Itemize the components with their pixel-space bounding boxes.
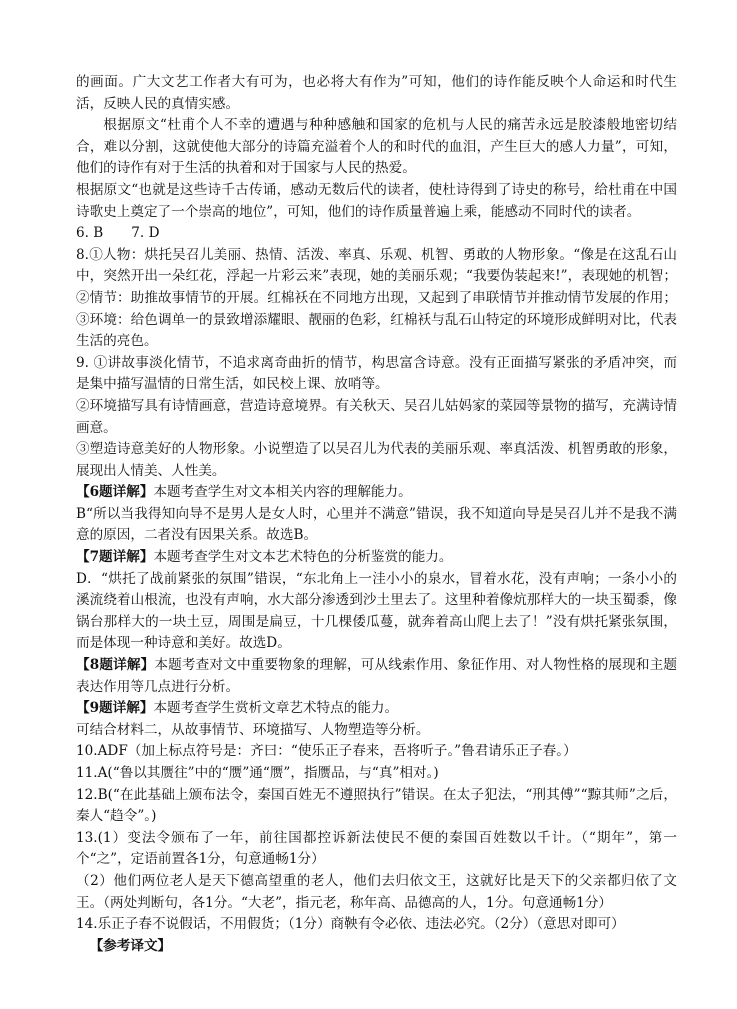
detail-6-label: 【6题详解】 [76,484,154,501]
answer-9-part-2: ②环境描写具有诗情画意，营造诗意境界。有关秋天、吴召儿姑妈家的菜园等景物的描写，充满诗情画意。 [76,397,677,436]
paragraph-3: 根据原文“也就是这些诗千古传诵，感动无数后代的读者，使杜诗得到了诗史的称号，给杜甫在中国诗歌史上奠定了一个崇高的地位”，可知，他们的诗作质量普遍上乘，能感动不同时代的读者。 [76,181,677,220]
answer-7: 7. D [131,225,160,242]
detail-9-text: 本题考查学生赏析文章艺术特点的能力。 [153,700,399,717]
answer-12: 12.B(“在此基础上颁布法令，秦国百姓无不遵照执行”错误。在太子犯法，“刑其傅”“黥其师”之后，秦人“趋令”。) [76,786,677,825]
detail-9-heading [76,698,677,720]
paragraph-1: 的画面。广大文艺工作者大有可为，也必将大有作为”可知，他们的诗作能反映个人命运和时代生活，反映人民的真情实感。 [76,74,677,112]
detail-8-heading [76,655,677,698]
detail-6-text: 本题考查学生对文本相关内容的理解能力。 [153,484,412,501]
detail-7-body: D．“烘托了战前紧张的氛围”错误，“东北角上一洼小小的泉水，冒着水花，没有声响；一条小小的溪流绕着山根流，也没有声响，水大部分渗透到沙土里去了。这里种着像炕那样大的一块玉蜀黍，像锅台那样大的一块土豆，周围是扁豆，十几棵倭瓜蔓，就奔着高山爬上去了！”没有烘托紧张氛围，而是体现一种诗意和美好。故选D。 [76,570,677,652]
answer-14: 14.乐正子春不说假话，不用假货；（1分）商鞅有令必依、违法必究。（2分）（意思对即可） [76,916,625,933]
detail-6-body: B“所以当我得知向导不是男人是女人时，心里并不满意”错误，我不知道向导是吴召儿并不是我不满意的原因，二者没有因果关系。故选B。 [76,505,677,544]
detail-6-heading [76,482,677,504]
detail-9-label: 【9题详解】 [76,700,154,717]
answer-8: 8.①人物：烘托吴召儿美丽、热情、活泼、率真、乐观、机智、勇敢的人物形象。“像是在这乱石山中，突然开出一朵红花，浮起一片彩云来”表现，她的美丽乐观；“我要伪装起来!”，表现她的机智；②情节：助推故事情节的开展。红棉袄在不同地方出现，又起到了串联情节并推动情节发展的作用；③环境：给色调单一的景致增添耀眼、靓丽的色彩，红棉袄与乱石山特定的环境形成鲜明对比，代表生活的亮色。 [76,246,677,350]
detail-7-text: 本题考查学生对文本艺术特色的分析鉴赏的能力。 [153,549,453,566]
detail-7-label: 【7题详解】 [76,549,154,566]
reference-translation-heading: 【参考译文】 [89,937,172,954]
answer-9-part-1: 9. ①讲故事淡化情节，不追求离奇曲折的情节，构思富含诗意。没有正面描写紧张的矛盾冲突，而是集中描写温情的日常生活，如民校上课、放哨等。 [76,354,677,393]
detail-9-body: 可结合材料二，从故事情节、环境描写、人物塑造等分析。 [76,721,430,738]
answer-9-part-3: ③塑造诗意美好的人物形象。小说塑造了以吴召儿为代表的美丽乐观、率真活泼、机智勇敢的形象，展现出人情美、人性美。 [76,441,677,479]
answer-6: 6. B [76,225,104,242]
detail-7-heading [76,547,677,569]
detail-8-label: 【8题详解】 [76,657,155,674]
paragraph-2: 根据原文“杜甫个人不幸的遭遇与种种感触和国家的危机与人民的痛苦永远是胶漆般地密切结合，难以分割，这就使他大部分的诗篇充溢着个人的和时代的血泪，产生巨大的感人力量”，可知，他们的诗作有对于生活的执着和对于国家与人民的热爱。 [76,117,677,177]
answer-10: 10.ADF（加上标点符号是：齐曰：“使乐正子春来，吾将听子。”鲁君请乐正子春。） [76,743,577,760]
answers-6-7 [76,223,677,245]
answer-13-part-2: （2）他们两位老人是天下德高望重的老人，他们去归依文王，这就好比是天下的父亲都归依了文王。（两处判断句，各1分。“大老”，指元老，称年高、品德高的人，1分。句意通畅1分） [76,872,677,911]
answer-13-part-1: 13.(1）变法令颁布了一年，前往国都控诉新法使民不便的秦国百姓数以千计。（“期年”，第一个“之”，定语前置各1分，句意通畅1分） [76,829,677,868]
answer-11: 11.A(“鲁以其赝往”中的“赝”通“赝”，指赝品，与“真”相对。) [76,765,439,781]
detail-8-text: 本题考查对文中重要物象的理解，可从线索作用、象征作用、对人物性格的展现和主题表达作用等几点进行分析。 [76,657,677,695]
